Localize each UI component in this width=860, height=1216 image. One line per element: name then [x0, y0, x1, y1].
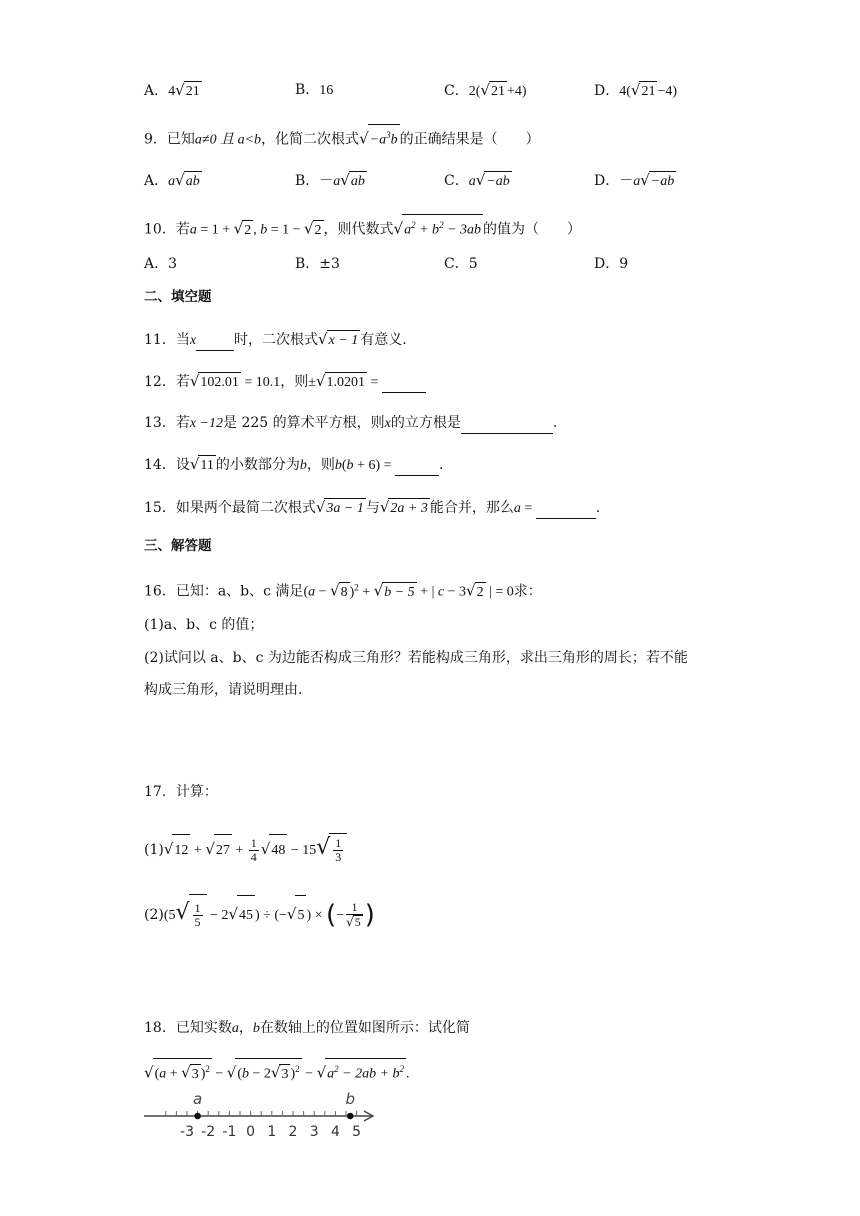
tick-label: 5	[352, 1124, 362, 1140]
tick-label: 1	[267, 1124, 277, 1140]
q10-option-c[interactable]	[444, 254, 478, 274]
option-label: B．	[295, 82, 320, 98]
question-number: 18．	[144, 1020, 176, 1036]
q17-part-2: (2)(5√ $\frac{1}{5}$ − 2√45 ) ÷ (−√5 ) × (− $\frac{1}{√5}$ )	[144, 893, 375, 936]
q9-option-b[interactable]: B．－a√ab	[295, 170, 367, 192]
question-number: 13．	[144, 415, 176, 431]
q16-part-2-line-2: 构成三角形，请说明理由.	[144, 682, 303, 698]
q10-option-b[interactable]	[295, 254, 340, 274]
tick-label: 2	[288, 1124, 298, 1140]
number-line-figure	[140, 1086, 390, 1142]
answer-blank	[461, 417, 553, 434]
q8-option-c[interactable]: C．2(√21 +4)	[444, 80, 527, 102]
point-a-label: a	[192, 1090, 203, 1108]
question-13: 13．若x −12是 225 的算术平方根，则x的立方根是 .	[144, 413, 557, 434]
question-number: 9．	[144, 131, 167, 148]
option-label: B．±3	[295, 256, 340, 272]
option-label: D．9	[594, 256, 629, 272]
question-11: 11．当x 时，二次根式√x − 1 有意义.	[144, 329, 407, 351]
question-16: 16．已知：a、b、c 满足(a − √8 )$^2$ + √b − 5 + | c − 3√2 | = 0求：	[144, 577, 542, 603]
q8-option-d[interactable]: D．4(√21 −4)	[594, 80, 677, 102]
tick-label: 3	[309, 1124, 319, 1140]
question-12: 12．若√102.01 = 10.1，则±√1.0201 =	[144, 371, 426, 393]
option-label: A．	[144, 83, 169, 99]
q10-option-a[interactable]	[144, 254, 177, 274]
question-14: 14．设√11 的小数部分为b，则b(b + 6) = .	[144, 454, 443, 476]
q9-option-c[interactable]: C．a√−ab	[444, 170, 512, 192]
q9-option-a[interactable]: A．a√ab	[144, 170, 202, 192]
option-label: A．	[144, 173, 169, 189]
tick-label: 4	[330, 1124, 340, 1140]
number-line-points	[193, 1090, 355, 1119]
question-17: 17．计算：	[144, 784, 218, 800]
question-number: 17．	[144, 784, 176, 800]
question-number: 11．	[144, 332, 176, 348]
q9-option-d[interactable]: D．－a√−ab	[594, 170, 676, 192]
question-number: 10．	[144, 221, 176, 238]
point-a-dot	[194, 1113, 201, 1120]
question-10: 10．若a = 1 + √2 , b = 1 − √2 ，则代数式$√a^2 + b^2 - 3ab$ 的值为（ ）	[144, 214, 581, 241]
q16-part-1: (1)a、b、c 的值；	[144, 617, 264, 633]
q8-option-a[interactable]: A．4√21	[144, 80, 202, 102]
option-label: B．	[295, 173, 320, 189]
option-label: C．	[444, 173, 469, 189]
question-number: 16．	[144, 583, 176, 600]
option-label: A．3	[144, 256, 178, 272]
section-title-fill-in: 二、填空题	[144, 289, 212, 305]
question-15: 15．如果两个最简二次根式√3a − 1 与√2a + 3 能合并，那么a = .	[144, 497, 600, 519]
q18-expression: √(a + √3 )$^2$ − √(b − 2√3 )$^2 - √a^2 - 2ab + b^2$ .	[144, 1058, 410, 1085]
answer-blank	[196, 334, 234, 351]
section-title-answer: 三、解答题	[144, 538, 212, 554]
point-b-label: b	[345, 1090, 356, 1108]
answer-blank	[395, 459, 439, 476]
question-number: 14．	[144, 457, 176, 473]
option-label: C．5	[444, 256, 478, 272]
q17-part-1: (1)√12 + √27 + $\frac{1}{4}$ √48 − 15√ $\frac{1}{3}$	[144, 832, 347, 867]
number-line-axis	[144, 1111, 373, 1121]
q10-option-d[interactable]	[594, 254, 628, 274]
point-b-dot	[347, 1113, 354, 1120]
tick-label: -3	[180, 1124, 194, 1140]
option-label: D．	[594, 83, 620, 99]
option-label: C．	[444, 83, 469, 99]
tick-label: -1	[222, 1124, 237, 1140]
tick-label: 0	[246, 1124, 256, 1140]
question-number: 15．	[144, 500, 176, 516]
question-9: 9．已知a≠0 且 a<b，化简二次根式$√-a^3b$ 的正确结果是（ ）	[144, 124, 540, 151]
tick-label: -2	[201, 1124, 216, 1140]
question-18: 18．已知实数a，b在数轴上的位置如图所示：试化简	[144, 1020, 470, 1036]
answer-blank	[536, 502, 596, 519]
option-label: D．	[594, 173, 620, 189]
answer-blank	[382, 376, 426, 393]
question-number: 12．	[144, 374, 176, 390]
q8-option-b[interactable]: B．16	[295, 82, 334, 98]
q16-part-2-line-1: (2)试问以 a、b、c 为边能否构成三角形？若能构成三角形，求出三角形的周长；若不能	[144, 650, 688, 666]
